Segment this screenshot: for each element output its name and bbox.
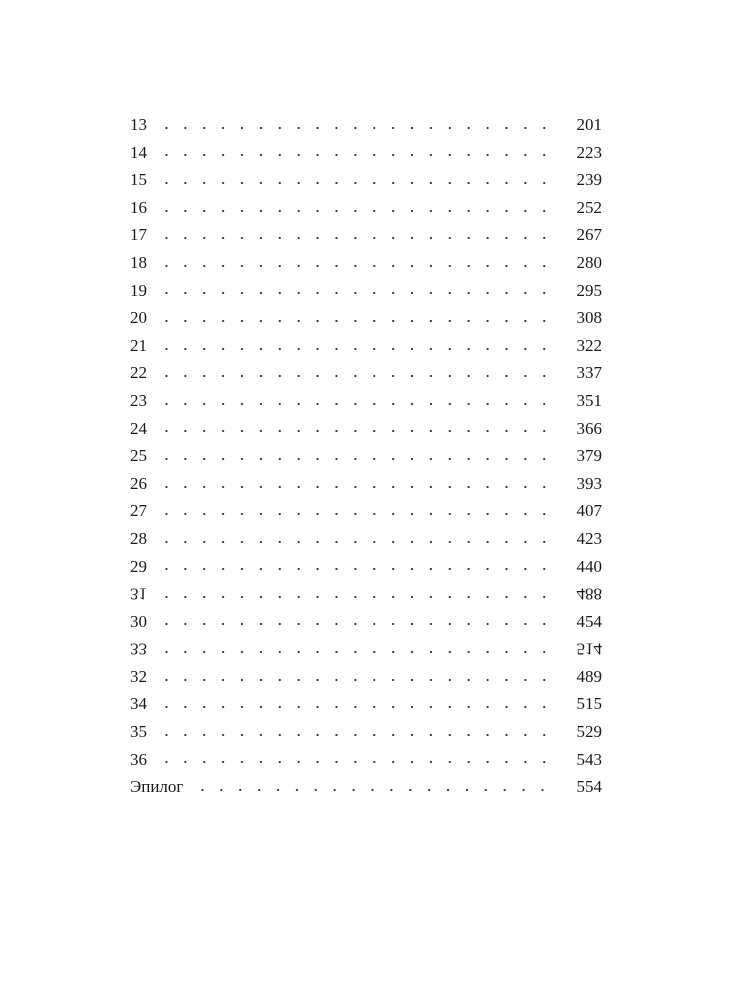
toc-entry-page-number: 295 [576, 280, 602, 300]
toc-entry-page-number: 322 [576, 335, 602, 355]
toc-entry [130, 470, 602, 498]
toc-entry-page-number: 543 [576, 749, 602, 769]
toc-entry [130, 166, 602, 194]
toc-entry-label: 25 [130, 442, 153, 470]
dot-leader [157, 260, 560, 272]
toc-entry [130, 718, 602, 746]
dot-leader [157, 177, 560, 189]
dot-leader [157, 453, 560, 465]
dot-leader [157, 701, 560, 713]
dot-leader [157, 646, 560, 658]
toc-entry-label: 24 [130, 415, 153, 443]
toc-entry-label: 13 [130, 111, 153, 139]
dot-leader [157, 398, 560, 410]
toc-entry-label: 28 [130, 525, 153, 553]
toc-entry-page-number: 267 [576, 225, 602, 245]
toc-entry-page-number: 252 [576, 197, 602, 217]
toc-entry-label: 23 [130, 387, 153, 415]
dot-leader [157, 205, 560, 217]
dot-leader [157, 481, 560, 493]
toc-entry [130, 553, 602, 581]
toc-entry [130, 442, 602, 470]
dot-leader [157, 563, 560, 575]
toc-entry [130, 387, 602, 415]
toc-entry-page-number: 351 [576, 390, 602, 410]
toc-entry-page-number: 554 [576, 777, 602, 797]
table-of-contents [130, 111, 602, 801]
dot-leader [157, 729, 560, 741]
toc-entry-flipped [130, 635, 602, 663]
dot-leader [157, 425, 560, 437]
toc-entry [130, 497, 602, 525]
toc-entry [130, 332, 602, 360]
toc-entry-page-number: 239 [576, 170, 602, 190]
dot-leader [157, 343, 560, 355]
toc-entry-page-number: 407 [576, 501, 602, 521]
toc-entry-label: 18 [130, 249, 153, 277]
toc-entry-page-number: 423 [576, 528, 602, 548]
toc-entry-label: 16 [130, 194, 153, 222]
toc-entry-label: 35 [130, 718, 153, 746]
dot-leader [157, 508, 560, 520]
toc-entry [130, 415, 602, 443]
toc-entry-page-number: 488 [576, 584, 602, 604]
toc-entry-page-number: 393 [576, 473, 602, 493]
toc-entry-page-number: 379 [576, 446, 602, 466]
dot-leader [157, 122, 560, 134]
toc-entry-page-number: 529 [576, 722, 602, 742]
dot-leader [193, 784, 560, 796]
toc-entry-page-number: 489 [576, 666, 602, 686]
toc-entry-page-number: 337 [576, 363, 602, 383]
toc-entry [130, 194, 602, 222]
toc-entry-page-number: 223 [576, 142, 602, 162]
toc-entry-label: 20 [130, 304, 153, 332]
toc-entry-label: 36 [130, 746, 153, 774]
toc-entry-label: 22 [130, 359, 153, 387]
dot-leader [157, 315, 560, 327]
toc-entry [130, 139, 602, 167]
toc-entry-label: 26 [130, 470, 153, 498]
toc-entry [130, 608, 602, 636]
toc-entry-label: 21 [130, 332, 153, 360]
toc-entry-label: 27 [130, 497, 153, 525]
dot-leader [157, 232, 560, 244]
toc-entry-label: Эпилог [130, 773, 189, 801]
toc-entry-page-number: 280 [576, 252, 602, 272]
toc-entry-page-number: 454 [576, 611, 602, 631]
toc-entry-page-number: 201 [576, 115, 602, 134]
dot-leader [157, 674, 560, 686]
toc-entry-page-number: 440 [576, 556, 602, 576]
toc-entry [130, 111, 602, 139]
toc-entry-label: 19 [130, 277, 153, 305]
toc-entry [130, 304, 602, 332]
toc-entry-label: 34 [130, 690, 153, 718]
toc-entry-page-number: 308 [576, 308, 602, 328]
toc-entry [130, 249, 602, 277]
toc-entry [130, 663, 602, 691]
toc-entry-label: 33 [130, 635, 153, 663]
toc-entry [130, 277, 602, 305]
toc-entry-label: 15 [130, 166, 153, 194]
dot-leader [157, 536, 560, 548]
toc-entry-page-number: 515 [576, 694, 602, 714]
toc-entry-label: 17 [130, 221, 153, 249]
toc-entry-label: 31 [130, 580, 153, 608]
toc-entry [130, 746, 602, 774]
toc-entry-label: 29 [130, 553, 153, 581]
dot-leader [157, 591, 560, 603]
toc-entry-page-number: 514 [576, 639, 602, 659]
toc-entry-flipped [130, 580, 602, 608]
toc-entry-label: 14 [130, 139, 153, 167]
toc-entry-epilogue [130, 773, 602, 801]
toc-entry [130, 221, 602, 249]
toc-entry-page-number: 366 [576, 418, 602, 438]
toc-entry [130, 525, 602, 553]
toc-entry [130, 690, 602, 718]
dot-leader [157, 756, 560, 768]
toc-entry-label: 32 [130, 663, 153, 691]
toc-entry-label: 30 [130, 608, 153, 636]
dot-leader [157, 370, 560, 382]
toc-entry [130, 359, 602, 387]
dot-leader [157, 149, 560, 161]
dot-leader [157, 618, 560, 630]
dot-leader [157, 287, 560, 299]
